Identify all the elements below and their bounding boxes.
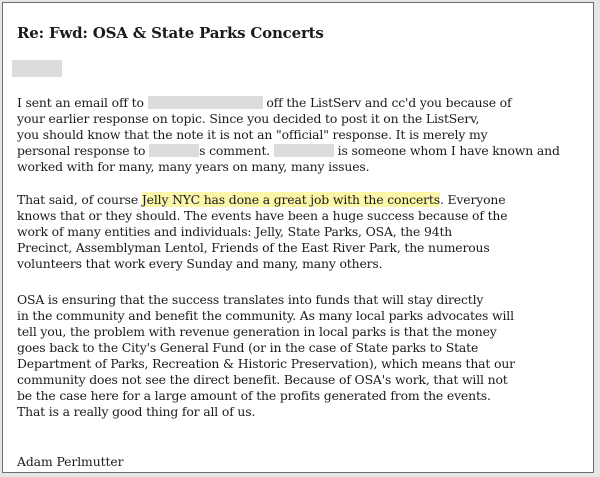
redacted-name (274, 144, 334, 157)
redacted-recipient (12, 60, 62, 77)
paragraph-3-line-5: Department of Parks, Recreation & Historic Preservation), which means that our (17, 356, 515, 371)
paragraph-1-line-2: your earlier response on topic. Since you decided to post it on the ListServ, (17, 111, 480, 126)
paragraph-3-line-1: OSA is ensuring that the success translates into funds that will stay directly (17, 292, 484, 307)
paragraph-1-line-1 (17, 95, 511, 111)
text-segment: I sent an email off to (17, 95, 144, 110)
text-segment: is someone whom I have known and (337, 143, 560, 158)
highlighted-text: Jelly NYC has done a great job with the concerts (141, 192, 440, 207)
paragraph-2-line-5: volunteers that work every Sunday and many, many others. (17, 256, 383, 271)
redacted-name (149, 144, 199, 157)
paragraph-3-line-3: tell you, the problem with revenue generation in local parks is that the money (17, 324, 497, 339)
paragraph-2-line-2: knows that or they should. The events have been a huge success because of the (17, 208, 508, 223)
paragraph-1-line-3: you should know that the note it is not an "official" response. It is merely my (17, 127, 488, 142)
paragraph-2-line-4: Precinct, Assemblyman Lentol, Friends of the East River Park, the numerous (17, 240, 490, 255)
redacted-name (148, 96, 263, 109)
signature: Adam Perlmutter (17, 454, 124, 469)
paragraph-1-line-5: worked with for many, many years on many, many issues. (17, 159, 370, 174)
paragraph-2-line-3: work of many entities and individuals: Jelly, State Parks, OSA, the 94th (17, 224, 453, 239)
text-segment: s comment. (199, 143, 271, 158)
paragraph-3-line-6: community does not see the direct benefit. Because of OSA's work, that will not (17, 372, 508, 387)
paragraph-2-line-1 (17, 192, 505, 208)
text-segment: off the ListServ and cc'd you because of (266, 95, 512, 110)
text-segment: . Everyone (439, 192, 506, 207)
text-segment: personal response to (17, 143, 146, 158)
paragraph-3-line-2: in the community and benefit the community. As many local parks advocates will (17, 308, 514, 323)
email-subject: Re: Fwd: OSA & State Parks Concerts (17, 24, 324, 42)
email-message (2, 2, 594, 473)
text-segment: That said, of course (17, 192, 142, 207)
paragraph-3-line-8: That is a really good thing for all of us. (17, 404, 256, 419)
paragraph-1-line-4 (17, 143, 560, 159)
paragraph-3-line-4: goes back to the City's General Fund (or in the case of State parks to State (17, 340, 479, 355)
paragraph-3-line-7: be the case here for a large amount of the profits generated from the events. (17, 388, 491, 403)
